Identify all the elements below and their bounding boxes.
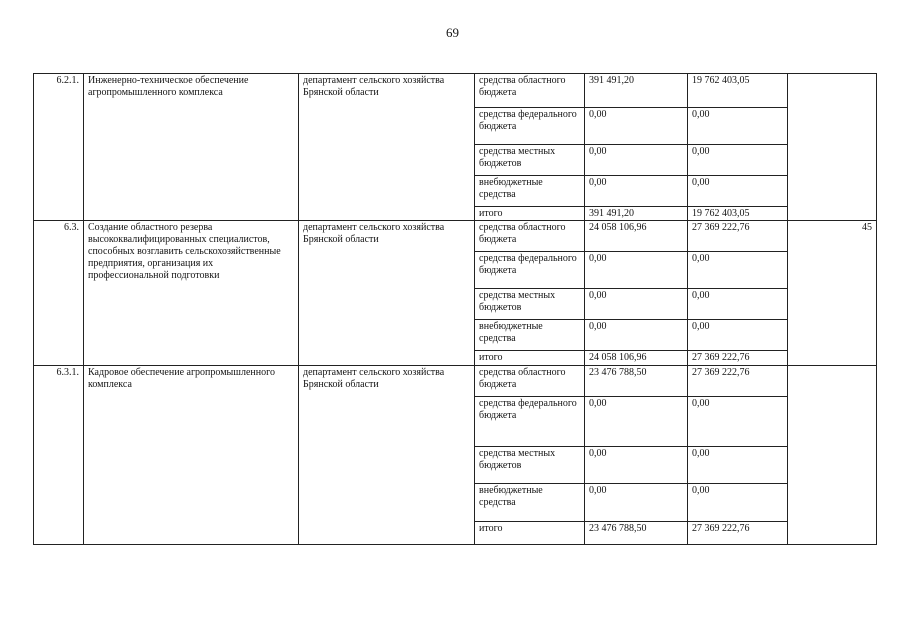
value-col-1: 0,00 — [585, 320, 688, 351]
funding-source: средства местных бюджетов — [475, 145, 585, 176]
item-executor: департамент сельского хозяйства Брянской области — [299, 366, 475, 545]
item-executor: департамент сельского хозяйства Брянской области — [299, 221, 475, 366]
funding-source: средства областного бюджета — [475, 74, 585, 108]
value-col-2: 27 369 222,76 — [688, 221, 788, 252]
value-col-2: 0,00 — [688, 252, 788, 289]
value-col-2: 0,00 — [688, 289, 788, 320]
value-col-2: 19 762 403,05 — [688, 74, 788, 108]
value-col-1: 23 476 788,50 — [585, 366, 688, 397]
value-col-2: 0,00 — [688, 320, 788, 351]
budget-table — [33, 73, 877, 545]
funding-source: средства местных бюджетов — [475, 289, 585, 320]
value-col-1: 24 058 106,96 — [585, 221, 688, 252]
value-col-1: 0,00 — [585, 108, 688, 145]
value-col-1: 391 491,20 — [585, 74, 688, 108]
funding-source: внебюджетные средства — [475, 320, 585, 351]
value-col-1: 0,00 — [585, 447, 688, 484]
extra-value: 45 — [788, 221, 877, 366]
value-col-1: 0,00 — [585, 145, 688, 176]
value-col-1: 23 476 788,50 — [585, 522, 688, 545]
value-col-1: 0,00 — [585, 397, 688, 447]
funding-source-total: итого — [475, 207, 585, 221]
value-col-2: 0,00 — [688, 447, 788, 484]
value-col-1: 0,00 — [585, 484, 688, 522]
value-col-2: 0,00 — [688, 108, 788, 145]
value-col-2: 19 762 403,05 — [688, 207, 788, 221]
funding-source-total: итого — [475, 351, 585, 366]
extra-value — [788, 74, 877, 221]
value-col-2: 0,00 — [688, 397, 788, 447]
value-col-2: 27 369 222,76 — [688, 366, 788, 397]
funding-source: средства федерального бюджета — [475, 108, 585, 145]
table-row — [34, 74, 877, 108]
funding-source: средства областного бюджета — [475, 221, 585, 252]
funding-source: средства федерального бюджета — [475, 397, 585, 447]
funding-source-total: итого — [475, 522, 585, 545]
value-col-2: 0,00 — [688, 484, 788, 522]
extra-value — [788, 366, 877, 545]
value-col-1: 391 491,20 — [585, 207, 688, 221]
item-number: 6.3.1. — [34, 366, 84, 545]
value-col-2: 27 369 222,76 — [688, 522, 788, 545]
table-row — [34, 366, 877, 397]
item-executor: департамент сельского хозяйства Брянской области — [299, 74, 475, 221]
value-col-2: 0,00 — [688, 176, 788, 207]
value-col-1: 0,00 — [585, 289, 688, 320]
value-col-2: 27 369 222,76 — [688, 351, 788, 366]
funding-source: средства федерального бюджета — [475, 252, 585, 289]
funding-source: средства местных бюджетов — [475, 447, 585, 484]
value-col-1: 24 058 106,96 — [585, 351, 688, 366]
funding-source: средства областного бюджета — [475, 366, 585, 397]
item-name: Кадровое обеспечение агропромышленного комплекса — [84, 366, 299, 545]
funding-source: внебюджетные средства — [475, 176, 585, 207]
value-col-1: 0,00 — [585, 176, 688, 207]
item-name: Инженерно-техническое обеспечение агропромышленного комплекса — [84, 74, 299, 221]
page-number: 69 — [446, 25, 459, 40]
item-number: 6.3. — [34, 221, 84, 366]
item-number: 6.2.1. — [34, 74, 84, 221]
table-row — [34, 221, 877, 252]
value-col-1: 0,00 — [585, 252, 688, 289]
funding-source: внебюджетные средства — [475, 484, 585, 522]
item-name: Создание областного резерва высококвалифицированных специалистов, способных возглавить сельскохозяйственные предприятия, организация их профессиональной подготовки — [84, 221, 299, 366]
value-col-2: 0,00 — [688, 145, 788, 176]
